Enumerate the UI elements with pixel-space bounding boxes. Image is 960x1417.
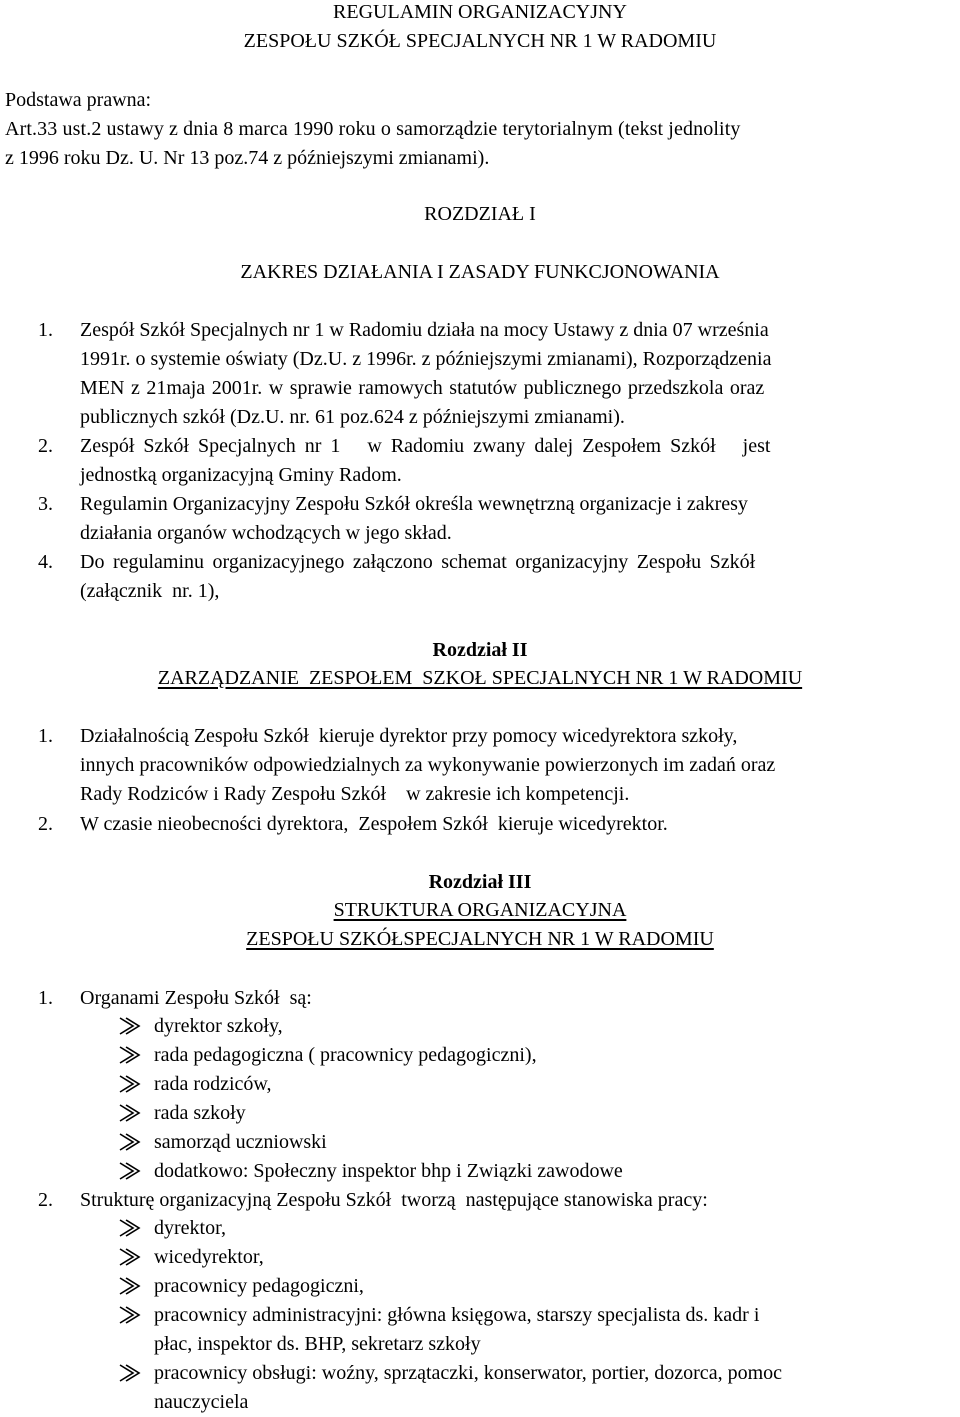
ch1-item-3-number: 3. [38,493,53,515]
legal-basis-line-2: z 1996 roku Dz. U. Nr 13 poz.74 z późniejszymi zmianami). [5,147,490,169]
ch1-item-3-line: Regulamin Organizacyjny Zespołu Szkół określa wewnętrzną organizacje i zakresy [80,493,748,515]
bullet-item-text: pracownicy pedagogiczni, [154,1275,364,1297]
ch1-item-1-number: 1. [38,319,53,341]
ch1-item-4-text [80,548,955,606]
bullet-arrow-icon [118,1016,146,1038]
bullet-arrow-icon [118,1276,146,1298]
ch1-item-4-line: (załącznik nr. 1), [80,580,220,602]
ch2-item-2-number: 2. [38,813,53,835]
bullet-item-text: pracownicy obsługi: woźny, sprzątaczki, konserwator, portier, dozorca, pomoc [154,1362,782,1384]
ch2-item-1-line: innych pracowników odpowiedzialnych za wykonywanie powierzonych im zadań oraz [80,754,776,776]
bullet-item-text: płac, inspektor ds. BHP, sekretarz szkoły [154,1333,481,1355]
bullet-item-text: nauczyciela [154,1391,249,1413]
chapter-2-title: Rozdział II [432,639,528,661]
bullet-item-text: rada szkoły [154,1102,246,1124]
ch1-item-3-line: działania organów wchodzących w jego skład. [80,522,452,544]
ch1-item-1-line: 1991r. o systemie oświaty (Dz.U. z 1996r. z późniejszymi zmianami), Rozporządzenia [80,348,772,370]
ch2-item-1-number: 1. [38,725,53,747]
bullet-item-text: dyrektor, [154,1217,226,1239]
chapter-1-title: ROZDZIAŁ I [424,203,536,225]
bullet-arrow-icon [118,1103,146,1125]
bullet-arrow-icon [118,1074,146,1096]
bullet-item-text: dyrektor szkoły, [154,1015,283,1037]
title-line-1: REGULAMIN ORGANIZACYJNY [333,1,627,23]
chapter-1-subtitle: ZAKRES DZIAŁANIA I ZASADY FUNKCJONOWANIA [240,261,720,283]
legal-basis [5,86,955,173]
ch1-item-2-line: Zespół Szkół Specjalnych nr 1 w Radomiu zwany dalej Zespołem Szkół jest [80,435,771,457]
chapter-3-title: Rozdział III [428,871,532,893]
ch1-item-2-number: 2. [38,435,53,457]
ch1-item-1-text [80,316,955,432]
ch2-item-2-line: W czasie nieobecności dyrektora, Zespołem Szkół kieruje wicedyrektor. [80,813,668,835]
bullet-item-text: wicedyrektor, [154,1246,264,1268]
bullet-item-text: rada pedagogiczna ( pracownicy pedagogiczni), [154,1044,537,1066]
chapter-2-subtitle: ZARZĄDZANIE ZESPOŁEM SZKOŁ SPECJALNYCH NR 1 W RADOMIU [157,667,803,689]
bullet-item-text: dodatkowo: Społeczny inspektor bhp i Związki zawodowe [154,1160,623,1182]
ch1-item-2-line: jednostką organizacyjną Gminy Radom. [80,464,402,486]
ch1-item-1-line: Zespół Szkół Specjalnych nr 1 w Radomiu działa na mocy Ustawy z dnia 07 września [80,319,769,341]
ch2-item-1-line: Działalnością Zespołu Szkół kieruje dyrektor przy pomocy wicedyrektora szkoły, [80,725,738,747]
chapter-3-subtitle-2: ZESPOŁU SZKÓŁSPECJALNYCH NR 1 W RADOMIU [246,928,714,950]
bullet-item-text: rada rodziców, [154,1073,272,1095]
bullet-item-text: pracownicy administracyjni: główna księgowa, starszy specjalista ds. kadr i [154,1304,760,1326]
bullet-arrow-icon [118,1161,146,1183]
ch2-item-1-line: Rady Rodziców i Rady Zespołu Szkół w zakresie ich kompetencji. [80,783,630,805]
ch1-item-2-text [80,432,955,490]
legal-basis-label: Podstawa prawna: [5,89,152,111]
legal-basis-line-1: Art.33 ust.2 ustawy z dnia 8 marca 1990 roku o samorządzie terytorialnym (tekst jednolity [5,118,741,140]
ch3-item-1-text: Organami Zespołu Szkół są: [80,987,312,1009]
ch1-item-4-line: Do regulaminu organizacyjnego załączono schemat organizacyjny Zespołu Szkół [80,551,756,573]
bullet-arrow-icon [118,1363,146,1385]
bullet-item-text: samorząd uczniowski [154,1131,327,1153]
bullet-arrow-icon [118,1247,146,1269]
ch3-item-2-text: Strukturę organizacyjną Zespołu Szkół tworzą następujące stanowiska pracy: [80,1189,708,1211]
bullet-arrow-icon [118,1305,146,1327]
ch1-item-1-line: MEN z 21maja 2001r. w sprawie ramowych statutów publicznego przedszkola oraz [80,377,765,399]
bullet-arrow-icon [118,1132,146,1154]
ch2-item-2-text [80,810,955,839]
ch1-item-3-text [80,490,955,548]
ch1-item-4-number: 4. [38,551,53,573]
bullet-arrow-icon [118,1218,146,1240]
title-line-2: ZESPOŁU SZKÓŁ SPECJALNYCH NR 1 W RADOMIU [243,30,717,52]
ch1-item-1-line: publicznych szkół (Dz.U. nr. 61 poz.624 z późniejszymi zmianami). [80,406,625,428]
bullet-arrow-icon [118,1045,146,1067]
ch3-item-2-number: 2. [38,1189,53,1211]
chapter-3-subtitle-1: STRUKTURA ORGANIZACYJNA [333,899,627,921]
ch3-item-1-number: 1. [38,987,53,1009]
document-title [0,0,960,56]
ch2-item-1-text [80,722,955,809]
